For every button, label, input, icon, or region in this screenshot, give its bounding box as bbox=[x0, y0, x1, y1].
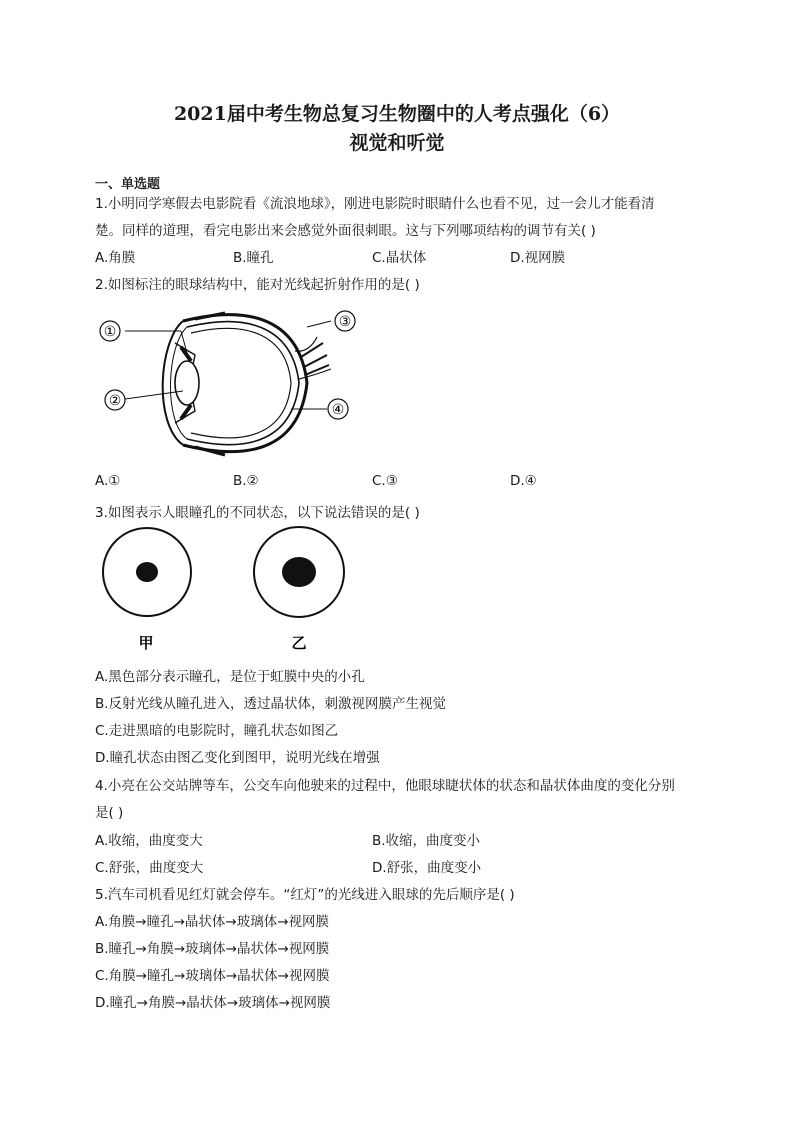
q4-stem-line1: 4.小亮在公交站牌等车，公交车向他驶来的过程中，他眼球睫状体的状态和晶状体曲度的变化分别 bbox=[95, 778, 675, 794]
eyeball-diagram bbox=[95, 303, 370, 468]
q5-option-b: B.瞳孔→角膜→玻璃体→晶状体→视网膜 bbox=[95, 941, 330, 957]
lens bbox=[175, 361, 199, 405]
label-yi: 乙 bbox=[291, 634, 307, 652]
pupil-yi bbox=[282, 557, 316, 587]
eyeball-middle-wall bbox=[187, 322, 299, 445]
q1-option-b: B.瞳孔 bbox=[233, 250, 274, 266]
q2-stem: 2.如图标注的眼球结构中，能对光线起折射作用的是( ) bbox=[95, 277, 420, 293]
q5-option-c: C.角膜→瞳孔→玻璃体→晶状体→视网膜 bbox=[95, 968, 330, 984]
q5-option-a: A.角膜→瞳孔→晶状体→玻璃体→视网膜 bbox=[95, 914, 330, 930]
q3-stem: 3.如图表示人眼瞳孔的不同状态，以下说法错误的是( ) bbox=[95, 505, 420, 521]
label-2: ② bbox=[108, 393, 122, 409]
q4-option-c: C.舒张，曲度变大 bbox=[95, 860, 204, 876]
q3-option-b: B.反射光线从瞳孔进入，透过晶状体，刺激视网膜产生视觉 bbox=[95, 696, 447, 712]
q4-stem-line2: 是( ) bbox=[95, 805, 124, 821]
label-jia: 甲 bbox=[138, 634, 154, 652]
pupil-diagram bbox=[95, 524, 365, 656]
pupil-jia bbox=[136, 562, 158, 582]
q5-option-d: D.瞳孔→角膜→晶状体→玻璃体→视网膜 bbox=[95, 995, 331, 1011]
eyeball-outer-wall bbox=[183, 315, 307, 452]
q5-stem: 5.汽车司机看见红灯就会停车。“红灯”的光线进入眼球的先后顺序是( ) bbox=[95, 887, 515, 903]
q1-stem-line1: 1.小明同学寒假去电影院看《流浪地球》，刚进电影院时眼睛什么也看不见，过一会儿才能看清 bbox=[95, 196, 655, 212]
section-heading: 一、单选题 bbox=[95, 177, 161, 192]
q1-option-d: D.视网膜 bbox=[510, 250, 566, 266]
label-3: ③ bbox=[338, 314, 352, 330]
eyeball-inner-wall bbox=[191, 328, 291, 438]
document-subtitle: 视觉和听觉 bbox=[349, 132, 445, 154]
label-1: ① bbox=[103, 324, 117, 340]
q1-option-a: A.角膜 bbox=[95, 250, 136, 266]
q4-option-b: B.收缩，曲度变小 bbox=[372, 833, 481, 849]
q4-option-a: A.收缩，曲度变大 bbox=[95, 833, 203, 849]
q3-option-c: C.走进黑暗的电影院时，瞳孔状态如图乙 bbox=[95, 723, 339, 739]
label-4: ④ bbox=[331, 402, 345, 418]
q4-option-d: D.舒张，曲度变小 bbox=[372, 860, 482, 876]
document-title: 2021届中考生物总复习生物圈中的人考点强化（6） bbox=[173, 103, 621, 125]
q3-option-a: A.黑色部分表示瞳孔，是位于虹膜中央的小孔 bbox=[95, 669, 365, 685]
q2-option-c: C.③ bbox=[372, 473, 398, 489]
q2-option-d: D.④ bbox=[510, 473, 537, 489]
q1-stem-line2: 楚。同样的道理，看完电影出来会感觉外面很刺眼。这与下列哪项结构的调节有关( ) bbox=[95, 223, 596, 239]
q1-option-c: C.晶状体 bbox=[372, 250, 427, 266]
q2-option-b: B.② bbox=[233, 473, 259, 489]
q2-option-a: A.① bbox=[95, 473, 121, 489]
q3-option-d: D.瞳孔状态由图乙变化到图甲，说明光线在增强 bbox=[95, 750, 380, 766]
